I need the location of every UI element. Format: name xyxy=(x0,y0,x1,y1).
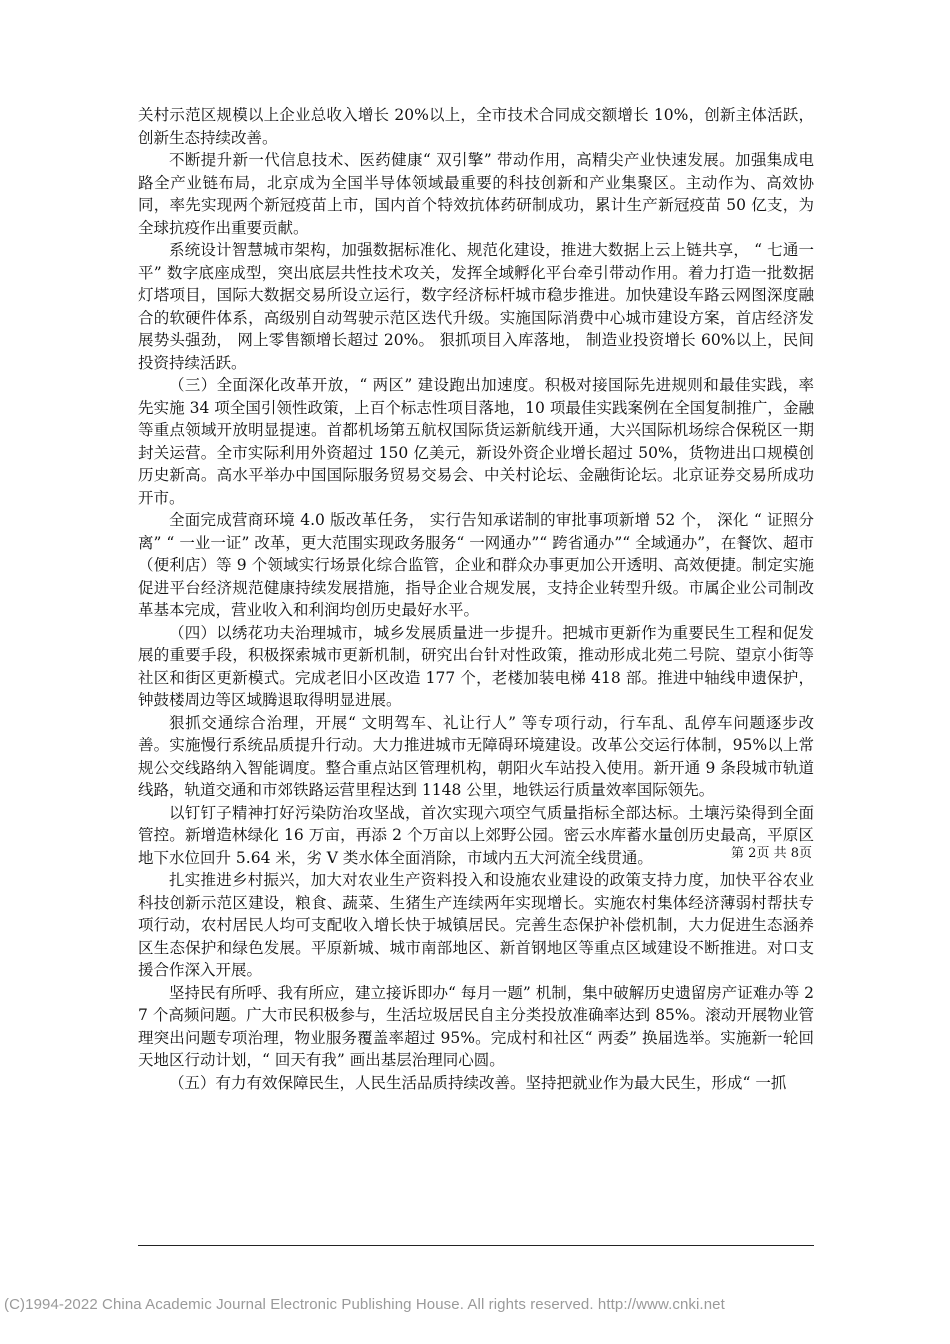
cnki-copyright-watermark: (C)1994-2022 China Academic Journal Electronic Publishing House. All rights reserved. http://www.cnki.net xyxy=(4,1296,725,1313)
paragraph-11: （五）有力有效保障民生，人民生活品质持续改善。坚持把就业作为最大民生，形成“ 一抓 xyxy=(169,1073,787,1092)
paragraph-7: 狠抓交通综合治理，开展“ 文明驾车、礼让行人” 等专项行动，行车乱、乱停车问题逐步改善。实施慢行系统品质提升行动。大力推进城市无障碍环境建设。改革公交运行体制，95%以上常规公交线路纳入智能调度。整合重点站区管理机构，朝阳火车站投入使用。新开通 9 条段城市轨道线路，轨道交通和市郊铁路运营里程达到 1148 公里，地铁运行质量效率国际领先。 xyxy=(138,713,814,799)
paragraph-10: 坚持民有所呼、我有所应，建立接诉即办“ 每月一题” 机制，集中破解历史遗留房产证难办等 27 个高频问题。广大市民积极参与，生活垃圾居民自主分类投放准确率达到 85%。滚动开展物业管理突出问题专项治理，物业服务覆盖率超过 95%。完成村和社区“ 两委” 换届选举。实施新一轮回天地区行动计划，“ 回天有我” 画出基层治理同心圆。 xyxy=(138,983,814,1069)
page-number: 第 2页 共 8页 xyxy=(731,846,812,861)
paragraph-6: （四）以绣花功夫治理城市，城乡发展质量进一步提升。把城市更新作为重要民生工程和促发展的重要手段，积极探索城市更新机制，研究出台针对性政策，推动形成北苑二号院、望京小街等社区和街区更新模式。完成老旧小区改造 177 个，老楼加装电梯 418 部。推进中轴线申遗保护，钟鼓楼周边等区域腾退取得明显进展。 xyxy=(138,623,814,709)
paragraph-4: （三）全面深化改革开放，“ 两区” 建设跑出加速度。积极对接国际先进规则和最佳实践，率先实施 34 项全国引领性政策，上百个标志性项目落地，10 项最佳实践案例在全国复制推广，金融等重点领域开放明显提速。首都机场第五航权国际货运新航线开通，大兴国际机场综合保税区一期封关运营。全市实际利用外资超过 150 亿美元，新设外资企业增长超过 50%，货物进出口规模创历史新高。高水平举办中国国际服务贸易交易会、中关村论坛、金融街论坛。北京证券交易所成功开市。 xyxy=(138,376,814,507)
paragraph-1: 关村示范区规模以上企业总收入增长 20%以上，全市技术合同成交额增长 10%，创新主体活跃，创新生态持续改善。 xyxy=(138,106,814,147)
paragraph-3: 系统设计智慧城市架构，加强数据标准化、规范化建设，推进大数据上云上链共享， “ 七通一平” 数字底座成型，突出底层共性技术攻关，发挥全域孵化平台牵引带动作用。着力打造一批数据灯塔项目，国际大数据交易所设立运行，数字经济标杆城市稳步推进。加快建设车路云网图深度融合的软硬件体系，高级别自动驾驶示范区迭代升级。实施国际消费中心城市建设方案，首店经济发展势头强劲， 网上零售额增长超过 20%。 狠抓项目入库落地， 制造业投资增长 60%以上，民间投资持续活跃。 xyxy=(138,241,814,372)
document-body xyxy=(138,104,814,1094)
paragraph-2: 不断提升新一代信息技术、医药健康“ 双引擎” 带动作用，高精尖产业快速发展。加强集成电路全产业链布局，北京成为全国半导体领域最重要的科技创新和产业集聚区。主动作为、高效协同，率先实现两个新冠疫苗上市，国内首个特效抗体药研制成功，累计生产新冠疫苗 50 亿支，为全球抗疫作出重要贡献。 xyxy=(138,151,814,237)
paragraph-5: 全面完成营商环境 4.0 版改革任务， 实行告知承诺制的审批事项新增 52 个， 深化 “ 证照分离” “ 一业一证” 改革，更大范围实现政务服务“ 一网通办”“ 跨省通办”“ 全域通办”，在餐饮、超市（便利店）等 9 个领域实行场景化综合监管，企业和群众办事更加公开透明、高效便捷。制定实施促进平台经济规范健康持续发展措施，指导企业合规发展，支持企业转型升级。市属企业公司制改革基本完成，营业收入和利润均创历史最好水平。 xyxy=(138,511,814,619)
paragraph-8: 以钉钉子精神打好污染防治攻坚战，首次实现六项空气质量指标全部达标。土壤污染得到全面管控。新增造林绿化 16 万亩，再添 2 个万亩以上郊野公园。密云水库蓄水量创历史最高，平原区地下水位回升 5.64 米，劣 V 类水体全面消除，市域内五大河流全线贯通。 xyxy=(138,803,814,867)
footer-divider xyxy=(138,1245,814,1246)
paragraph-9: 扎实推进乡村振兴，加大对农业生产资料投入和设施农业建设的政策支持力度，加快平谷农业科技创新示范区建设，粮食、蔬菜、生猪生产连续两年实现增长。实施农村集体经济薄弱村帮扶专项行动，农村居民人均可支配收入增长快于城镇居民。完善生态保护补偿机制，大力促进生态涵养区生态保护和绿色发展。平原新城、城市南部地区、新首钢地区等重点区域建设不断推进。对口支援合作深入开展。 xyxy=(138,871,814,979)
